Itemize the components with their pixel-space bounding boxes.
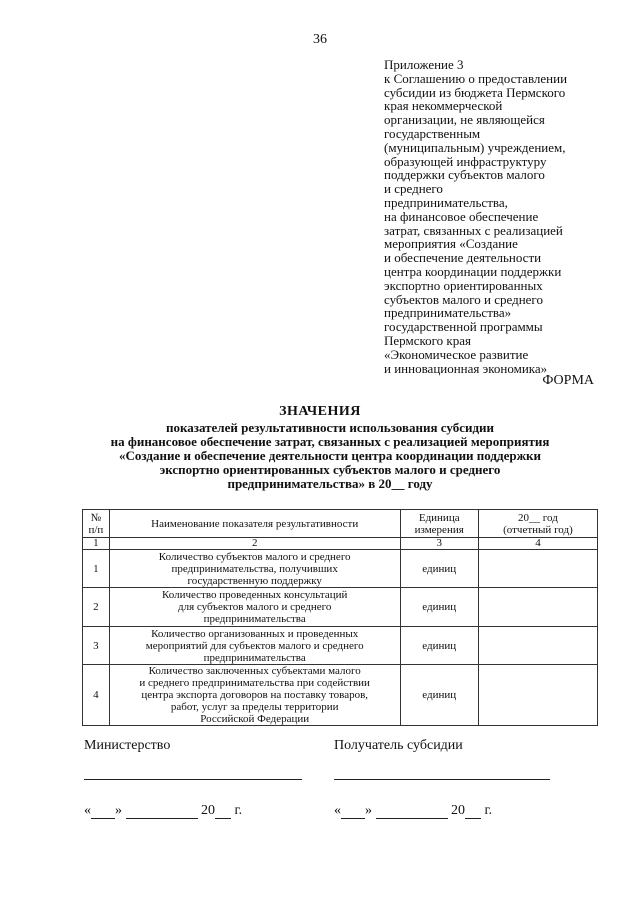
subtitle-line: показателей результативности использования субсидии	[165, 420, 495, 435]
appendix-line: Приложение 3	[384, 57, 464, 72]
indicator-name-line: Количество заключенных субъектами малого	[148, 665, 361, 677]
recipient-date: « » 20 г.	[334, 803, 493, 818]
appendix-line: мероприятия «Создание	[384, 236, 518, 252]
column-number: 2	[109, 538, 400, 550]
document-subtitle	[60, 421, 600, 491]
appendix-line: организации, не являющейся	[384, 112, 545, 128]
row-number: 1	[83, 550, 110, 588]
table-row	[83, 627, 598, 665]
indicator-name-line: предпринимательства	[203, 651, 306, 664]
indicator-name-line: Российской Федерации	[200, 713, 310, 725]
ministry-signature-line[interactable]	[84, 779, 302, 780]
indicator-value-cell[interactable]	[478, 627, 597, 665]
page-number: 36	[313, 32, 327, 47]
subtitle-line: «Создание и обеспечение деятельности центра координации поддержки	[119, 448, 541, 463]
indicator-name-line: Количество субъектов малого и среднего	[158, 550, 351, 563]
ministry-label: Министерство	[84, 738, 171, 753]
header-number: № п/п	[83, 510, 110, 538]
indicator-unit: единиц	[400, 627, 478, 665]
column-number: 4	[478, 538, 597, 550]
header-year-value: 20__ год (отчетный год)	[478, 510, 597, 538]
appendix-line: государственной программы	[384, 319, 543, 335]
indicator-name-line: предпринимательства, получивших	[171, 562, 338, 575]
subtitle-line: предпринимательства» в 20__ году	[227, 476, 433, 491]
appendix-line: субсидии из бюджета Пермского	[384, 84, 566, 100]
appendix-line: края некоммерческой	[384, 98, 503, 114]
appendix-line: и обеспечение деятельности	[384, 250, 542, 266]
indicator-value-cell[interactable]	[478, 588, 597, 627]
appendix-line: «Экономическое развитие	[384, 346, 529, 362]
day-blank[interactable]	[91, 804, 115, 819]
year-blank[interactable]	[465, 804, 481, 819]
table-row	[83, 550, 598, 588]
indicator-name	[109, 627, 400, 665]
recipient-signature-line[interactable]	[334, 779, 550, 780]
appendix-line: государственным	[384, 125, 481, 141]
header-indicator-name: Наименование показателя результативности	[109, 510, 400, 538]
month-blank[interactable]	[376, 804, 448, 819]
appendix-line: к Соглашению о предоставлении	[384, 70, 568, 86]
ministry-date: « » 20 г.	[84, 803, 243, 818]
row-number: 4	[83, 665, 110, 726]
appendix-line: Пермского края	[384, 332, 471, 348]
appendix-caption	[384, 58, 624, 375]
appendix-line: центра координации поддержки	[384, 263, 562, 279]
indicator-unit: единиц	[400, 665, 478, 726]
indicator-value-cell[interactable]	[478, 550, 597, 588]
appendix-line: образующей инфраструктуру	[384, 153, 547, 169]
appendix-line: предпринимательства»	[384, 305, 512, 321]
table-row	[83, 588, 598, 627]
indicator-name-line: для субъектов малого и среднего	[177, 601, 332, 613]
indicator-unit: единиц	[400, 550, 478, 588]
appendix-line: и инновационная экономика»	[384, 360, 548, 376]
indicator-name	[109, 550, 400, 588]
row-number: 2	[83, 588, 110, 627]
document-title: ЗНАЧЕНИЯ	[279, 404, 361, 419]
indicator-value-cell[interactable]	[478, 665, 597, 726]
subtitle-line: экспортно ориентированных субъектов малого и среднего	[159, 462, 501, 477]
indicator-name-line: работ, услуг за пределы территории	[170, 701, 339, 713]
appendix-line: и среднего	[384, 181, 443, 197]
indicator-name-line: предпринимательства	[203, 613, 306, 625]
column-number-row	[83, 538, 598, 550]
form-label: ФОРМА	[542, 373, 594, 388]
subtitle-line: на финансовое обеспечение затрат, связанных с реализацией мероприятия	[110, 434, 550, 449]
appendix-line: затрат, связанных с реализацией	[384, 222, 563, 238]
appendix-line: субъектов малого и среднего	[384, 291, 543, 307]
table-row	[83, 665, 598, 726]
appendix-line: поддержки субъектов малого	[384, 167, 545, 183]
recipient-label: Получатель субсидии	[334, 738, 463, 753]
indicator-name-line: и среднего предпринимательства при содействии	[139, 677, 370, 689]
column-number: 1	[83, 538, 110, 550]
indicator-name-line: центра экспорта договоров на поставку товаров,	[141, 689, 369, 701]
indicator-name-line: Количество организованных и проведенных	[151, 627, 359, 640]
column-number: 3	[400, 538, 478, 550]
month-blank[interactable]	[126, 804, 198, 819]
indicator-name-line: государственную поддержку	[187, 574, 322, 587]
indicator-name-line: мероприятий для субъектов малого и среднего	[145, 639, 364, 652]
indicator-name	[109, 588, 400, 627]
header-unit: Единица измерения	[400, 510, 478, 538]
indicators-table	[82, 509, 598, 726]
appendix-line: на финансовое обеспечение	[384, 208, 539, 224]
indicator-unit: единиц	[400, 588, 478, 627]
indicator-name	[109, 665, 400, 726]
appendix-line: экспортно ориентированных	[384, 277, 543, 293]
appendix-line: предпринимательства,	[384, 194, 508, 210]
indicator-name-line: Количество проведенных консультаций	[161, 589, 348, 601]
day-blank[interactable]	[341, 804, 365, 819]
appendix-line: (муниципальным) учреждением,	[384, 139, 566, 155]
year-blank[interactable]	[215, 804, 231, 819]
row-number: 3	[83, 627, 110, 665]
table-header-row	[83, 510, 598, 538]
